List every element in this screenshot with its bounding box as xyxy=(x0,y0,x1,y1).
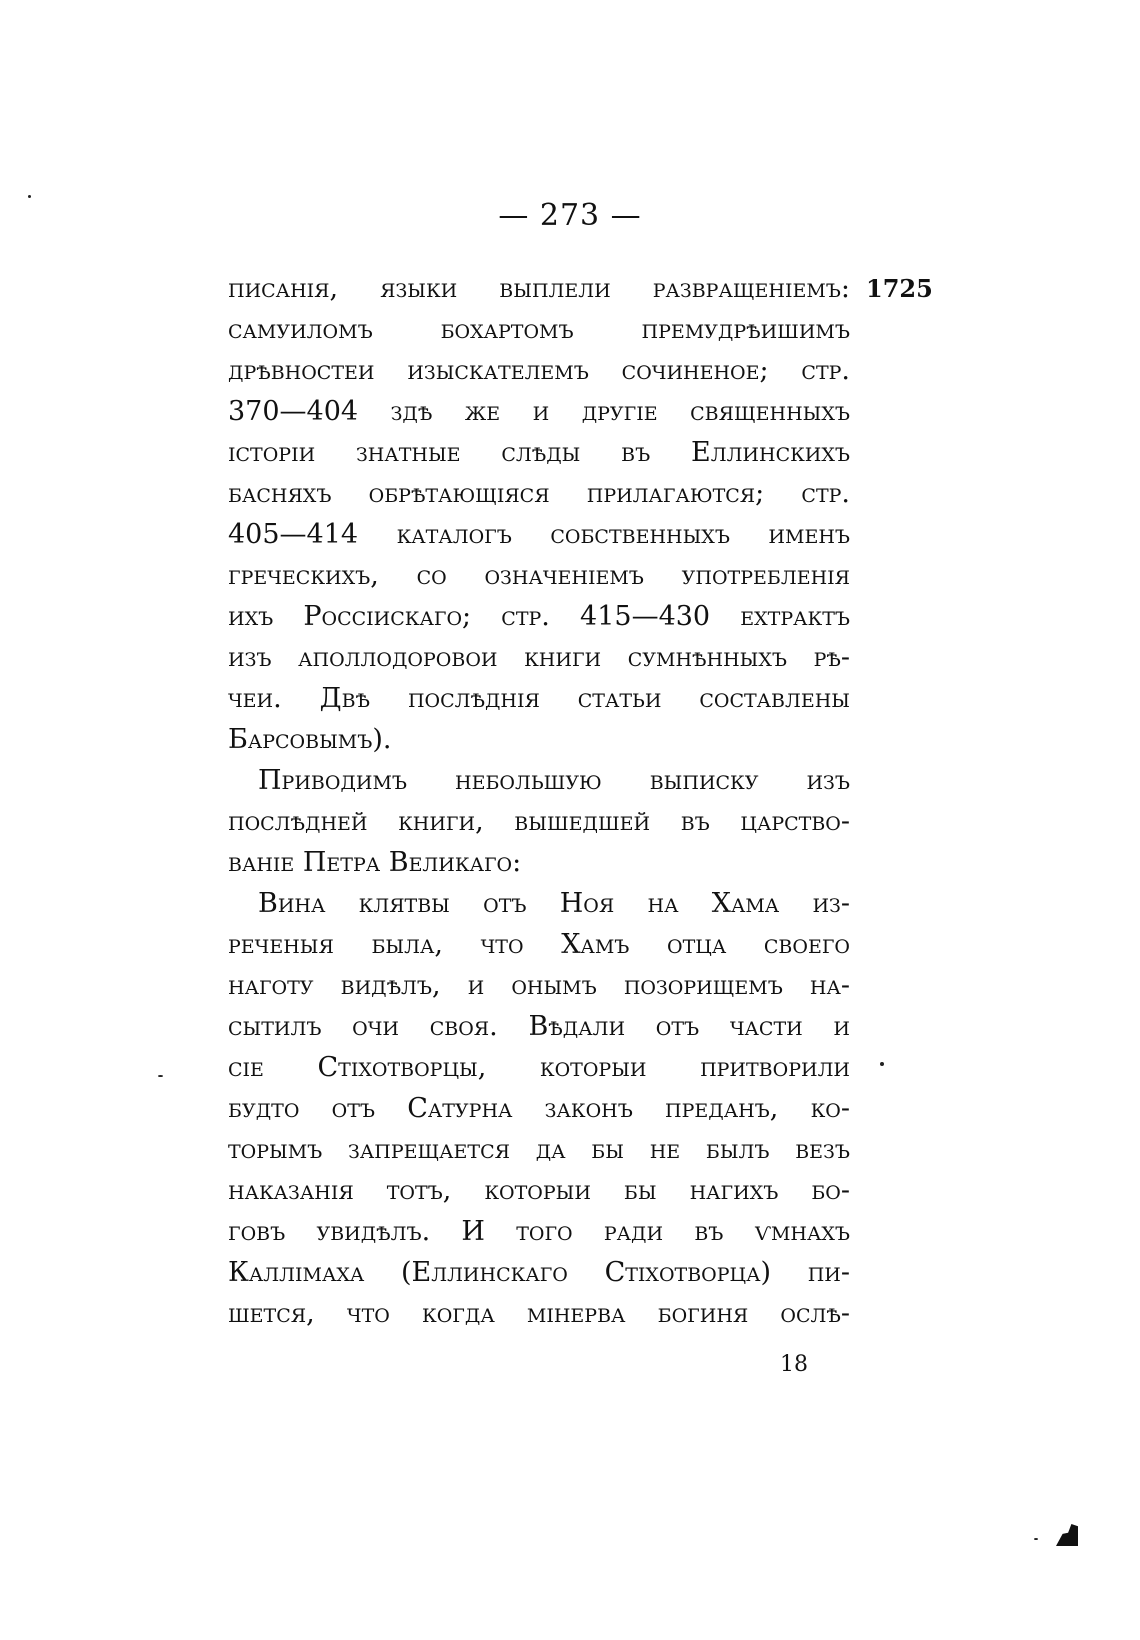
text-line: изъ аполлодоровои книги сумнѣнныхъ рѣ- xyxy=(228,642,850,673)
text-line: реченыя была, что Хамъ отца своего xyxy=(228,929,850,960)
scan-speck xyxy=(880,1062,884,1066)
text-line: наготу видѣлъ, и онымъ позорищемъ на- xyxy=(228,970,850,1001)
text-line: послѣдней книги, вышедшей въ царство- xyxy=(228,806,850,837)
page-number: — 273 — xyxy=(498,198,642,233)
text-line: самуиломъ бохартомъ премудрѣишимъ xyxy=(228,314,850,345)
text-line: 370—404 здѣ же и другіе священныхъ xyxy=(228,396,850,427)
text-line: шется, что когда мінерва богиня ослѣ- xyxy=(228,1298,850,1329)
text-line: чеи. Двѣ послѣднія статьи составлены xyxy=(228,683,850,714)
text-line: історіи знатные слѣды въ Еллинскихъ xyxy=(228,437,850,468)
scan-speck xyxy=(158,1075,163,1077)
text-line: писанія, языки выплели развращеніемъ: xyxy=(228,273,850,304)
text-line: Барсовымъ). xyxy=(228,724,392,755)
text-line: греческихъ, со означеніемъ употребленія xyxy=(228,560,850,591)
text-line: басняхъ обрѣтающіяся прилагаются; стр. xyxy=(228,478,850,509)
text-line: ваніе Петра Великаго: xyxy=(228,847,522,878)
year-marginal-note: 1725 xyxy=(866,274,933,303)
signature-mark: 18 xyxy=(780,1352,808,1377)
scan-corner-mark xyxy=(1056,1524,1078,1546)
text-line: говъ увидѣлъ. И того ради въ ѵмнахъ xyxy=(228,1216,850,1247)
text-line: Приводимъ небольшую выписку изъ xyxy=(258,765,850,796)
text-line: Каллімаха (Еллинскаго Стіхотворца) пи- xyxy=(228,1257,850,1288)
text-line: будто отъ Сатурна законъ преданъ, ко- xyxy=(228,1093,850,1124)
text-line: сытилъ очи своя. Вѣдали отъ части и xyxy=(228,1011,850,1042)
text-line: 405—414 каталогъ собственныхъ именъ xyxy=(228,519,850,550)
scan-speck xyxy=(1034,1538,1038,1540)
body-text xyxy=(228,268,850,1334)
text-line: ихъ Россіискаго; стр. 415—430 ехтрактъ xyxy=(228,601,850,632)
scan-speck xyxy=(28,195,31,198)
text-line: дрѣвностеи изыскателемъ сочиненое; стр. xyxy=(228,355,850,386)
text-line: наказанія тотъ, которыи бы нагихъ бо- xyxy=(228,1175,850,1206)
text-line: Вина клятвы отъ Ноя на Хама из- xyxy=(258,888,850,919)
text-line: сіе Стіхотворцы, которыи притворили xyxy=(228,1052,850,1083)
text-line: торымъ запрещается да бы не былъ везъ xyxy=(228,1134,850,1165)
